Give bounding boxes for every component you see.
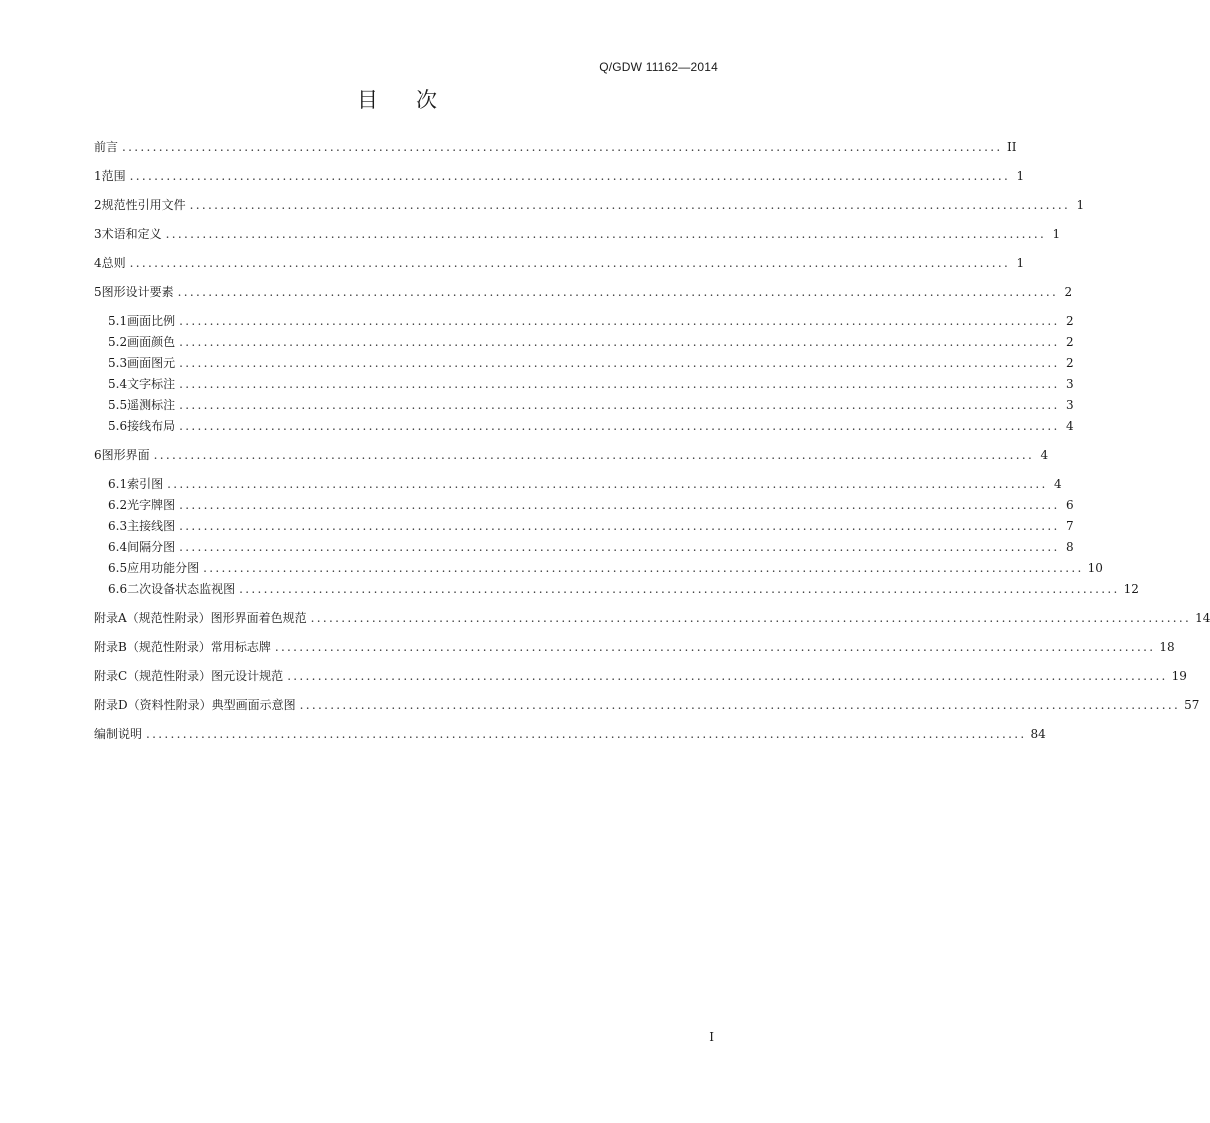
toc-entry-number: 5.5	[108, 398, 128, 412]
toc-entry-appendix-d[interactable]	[94, 697, 1200, 718]
toc-entry-label: 文字标注	[127, 377, 176, 391]
dot-leader: ................................................................................................................................................	[287, 669, 1168, 683]
toc-entry-number: 5	[94, 285, 102, 299]
toc-entry-6-5[interactable]	[94, 560, 1103, 581]
toc-entry-5-2[interactable]	[94, 334, 1074, 355]
toc-entry-page: 1	[1016, 169, 1025, 183]
toc-entry-5[interactable]	[94, 284, 1073, 305]
toc-entry-label: 图形设计要素	[101, 285, 174, 299]
dot-leader: ................................................................................................................................................	[177, 285, 1059, 299]
dot-leader: ................................................................................................................................................	[129, 169, 1011, 183]
toc-entry-page: 19	[1171, 669, 1187, 683]
toc-entry-number: 1	[94, 169, 102, 183]
dot-leader: ................................................................................................................................................	[153, 448, 1035, 462]
toc-entry-page: 1	[1076, 198, 1085, 212]
toc-entry-label: 接线布局	[127, 419, 176, 433]
toc-entry-label: 前言	[94, 140, 119, 154]
toc-entry-page: 12	[1123, 582, 1139, 596]
toc-entry-page: 6	[1065, 498, 1074, 512]
toc-entry-number: 5.4	[108, 377, 128, 391]
toc-entry-page: 2	[1065, 314, 1074, 328]
toc-entry-6-2[interactable]	[94, 497, 1074, 518]
dot-leader: ................................................................................................................................................	[179, 540, 1060, 554]
dot-leader: ................................................................................................................................................	[179, 314, 1060, 328]
toc-entry-page: 2	[1064, 285, 1073, 299]
dot-leader: ................................................................................................................................................	[179, 498, 1060, 512]
toc-entry-5-6[interactable]	[94, 418, 1074, 439]
toc-entry-page: 18	[1159, 640, 1175, 654]
toc-entry-6-6[interactable]	[94, 581, 1139, 602]
toc-title: 目次	[357, 88, 475, 112]
toc-entry-label: 总则	[101, 256, 126, 270]
dot-leader: ................................................................................................................................................	[189, 198, 1071, 212]
toc-entry-label: 规范性引用文件	[101, 198, 186, 212]
toc-entry-label: 索引图	[127, 477, 164, 491]
toc-entry-appendix-c[interactable]	[94, 668, 1187, 689]
toc-entry-compilation-notes[interactable]	[94, 726, 1046, 747]
toc-entry-1[interactable]	[94, 168, 1025, 189]
toc-entry-number: 6	[94, 448, 102, 462]
dot-leader: ................................................................................................................................................	[299, 698, 1181, 712]
toc-entry-3[interactable]	[94, 226, 1061, 247]
toc-entry-number: 2	[94, 198, 102, 212]
toc-entry-6-1[interactable]	[94, 476, 1062, 497]
toc-entry-5-3[interactable]	[94, 355, 1074, 376]
toc-entry-label: 附录D（资料性附录）典型画面示意图	[94, 698, 296, 712]
toc-entry-number: 5.2	[108, 335, 128, 349]
toc-entry-label: 附录C（规范性附录）图元设计规范	[94, 669, 284, 683]
toc-entry-6-3[interactable]	[94, 518, 1074, 539]
toc-entry-label: 术语和定义	[101, 227, 162, 241]
dot-leader: ................................................................................................................................................	[239, 582, 1120, 596]
toc-entry-page: II	[1007, 140, 1017, 154]
toc-entry-page: 10	[1087, 561, 1103, 575]
dot-leader: ................................................................................................................................................	[179, 419, 1060, 433]
toc-entry-number: 6.3	[108, 519, 128, 533]
toc-entry-label: 光字牌图	[127, 498, 176, 512]
toc-entry-page: 1	[1052, 227, 1061, 241]
dot-leader: ................................................................................................................................................	[146, 727, 1027, 741]
toc-entry-number: 5.3	[108, 356, 128, 370]
toc-entry-number: 6.2	[108, 498, 128, 512]
toc-entry-page: 4	[1053, 477, 1062, 491]
toc-entry-5-4[interactable]	[94, 376, 1074, 397]
dot-leader: ................................................................................................................................................	[165, 227, 1047, 241]
toc-entry-number: 5.1	[108, 314, 128, 328]
toc-entry-label: 范围	[101, 169, 126, 183]
toc-entry-label: 画面图元	[127, 356, 176, 370]
toc-entry-page: 8	[1065, 540, 1074, 554]
toc-entry-label: 附录B（规范性附录）常用标志牌	[94, 640, 271, 654]
toc-entry-page: 7	[1065, 519, 1074, 533]
toc-entry-number: 6.1	[108, 477, 128, 491]
toc-entry-label: 间隔分图	[127, 540, 176, 554]
toc-entry-page: 14	[1195, 611, 1210, 625]
dot-leader: ................................................................................................................................................	[274, 640, 1156, 654]
dot-leader: ................................................................................................................................................	[179, 356, 1060, 370]
toc-entry-label: 编制说明	[94, 727, 143, 741]
toc-entry-label: 二次设备状态监视图	[127, 582, 236, 596]
toc-entry-number: 5.6	[108, 419, 128, 433]
toc-entry-label: 应用功能分图	[127, 561, 200, 575]
toc-entry-appendix-a[interactable]	[94, 610, 1210, 631]
toc-entry-appendix-b[interactable]	[94, 639, 1175, 660]
toc-entry-label: 主接线图	[127, 519, 176, 533]
page-number: I	[709, 1030, 714, 1044]
toc-entry-page: 1	[1016, 256, 1025, 270]
toc-entry-label: 画面比例	[127, 314, 176, 328]
toc-entry-number: 6.6	[108, 582, 128, 596]
toc-entry-page: 4	[1040, 448, 1049, 462]
toc-entry-6[interactable]	[94, 447, 1049, 468]
toc-entry-4[interactable]	[94, 255, 1025, 276]
dot-leader: ................................................................................................................................................	[179, 519, 1060, 533]
toc-entry-number: 3	[94, 227, 102, 241]
toc-entry-number: 4	[94, 256, 102, 270]
toc-entry-page: 84	[1030, 727, 1046, 741]
toc-entry-page: 57	[1184, 698, 1200, 712]
toc-entry-2[interactable]	[94, 197, 1085, 218]
toc-entry-page: 2	[1065, 335, 1074, 349]
toc-entry-number: 6.4	[108, 540, 128, 554]
dot-leader: ................................................................................................................................................	[129, 256, 1011, 270]
toc-entry-page: 3	[1065, 377, 1074, 391]
dot-leader: ................................................................................................................................................	[203, 561, 1084, 575]
dot-leader: ................................................................................................................................................	[179, 377, 1060, 391]
table-of-contents	[94, 139, 1210, 747]
toc-entry-5-1[interactable]	[94, 313, 1074, 334]
dot-leader: ................................................................................................................................................	[122, 140, 1003, 154]
toc-entry-page: 4	[1065, 419, 1074, 433]
toc-entry-label: 附录A（规范性附录）图形界面着色规范	[94, 611, 307, 625]
toc-entry-label: 遥测标注	[127, 398, 176, 412]
dot-leader: ................................................................................................................................................	[167, 477, 1048, 491]
toc-entry-foreword[interactable]	[94, 139, 1017, 160]
toc-entry-6-4[interactable]	[94, 539, 1074, 560]
dot-leader: ................................................................................................................................................	[310, 611, 1192, 625]
toc-entry-page: 3	[1065, 398, 1074, 412]
toc-entry-number: 6.5	[108, 561, 128, 575]
toc-entry-5-5[interactable]	[94, 397, 1074, 418]
dot-leader: ................................................................................................................................................	[179, 335, 1060, 349]
dot-leader: ................................................................................................................................................	[179, 398, 1060, 412]
standard-code: Q/GDW 11162—2014	[599, 60, 718, 74]
toc-entry-label: 画面颜色	[127, 335, 176, 349]
toc-entry-page: 2	[1065, 356, 1074, 370]
toc-entry-label: 图形界面	[101, 448, 150, 462]
